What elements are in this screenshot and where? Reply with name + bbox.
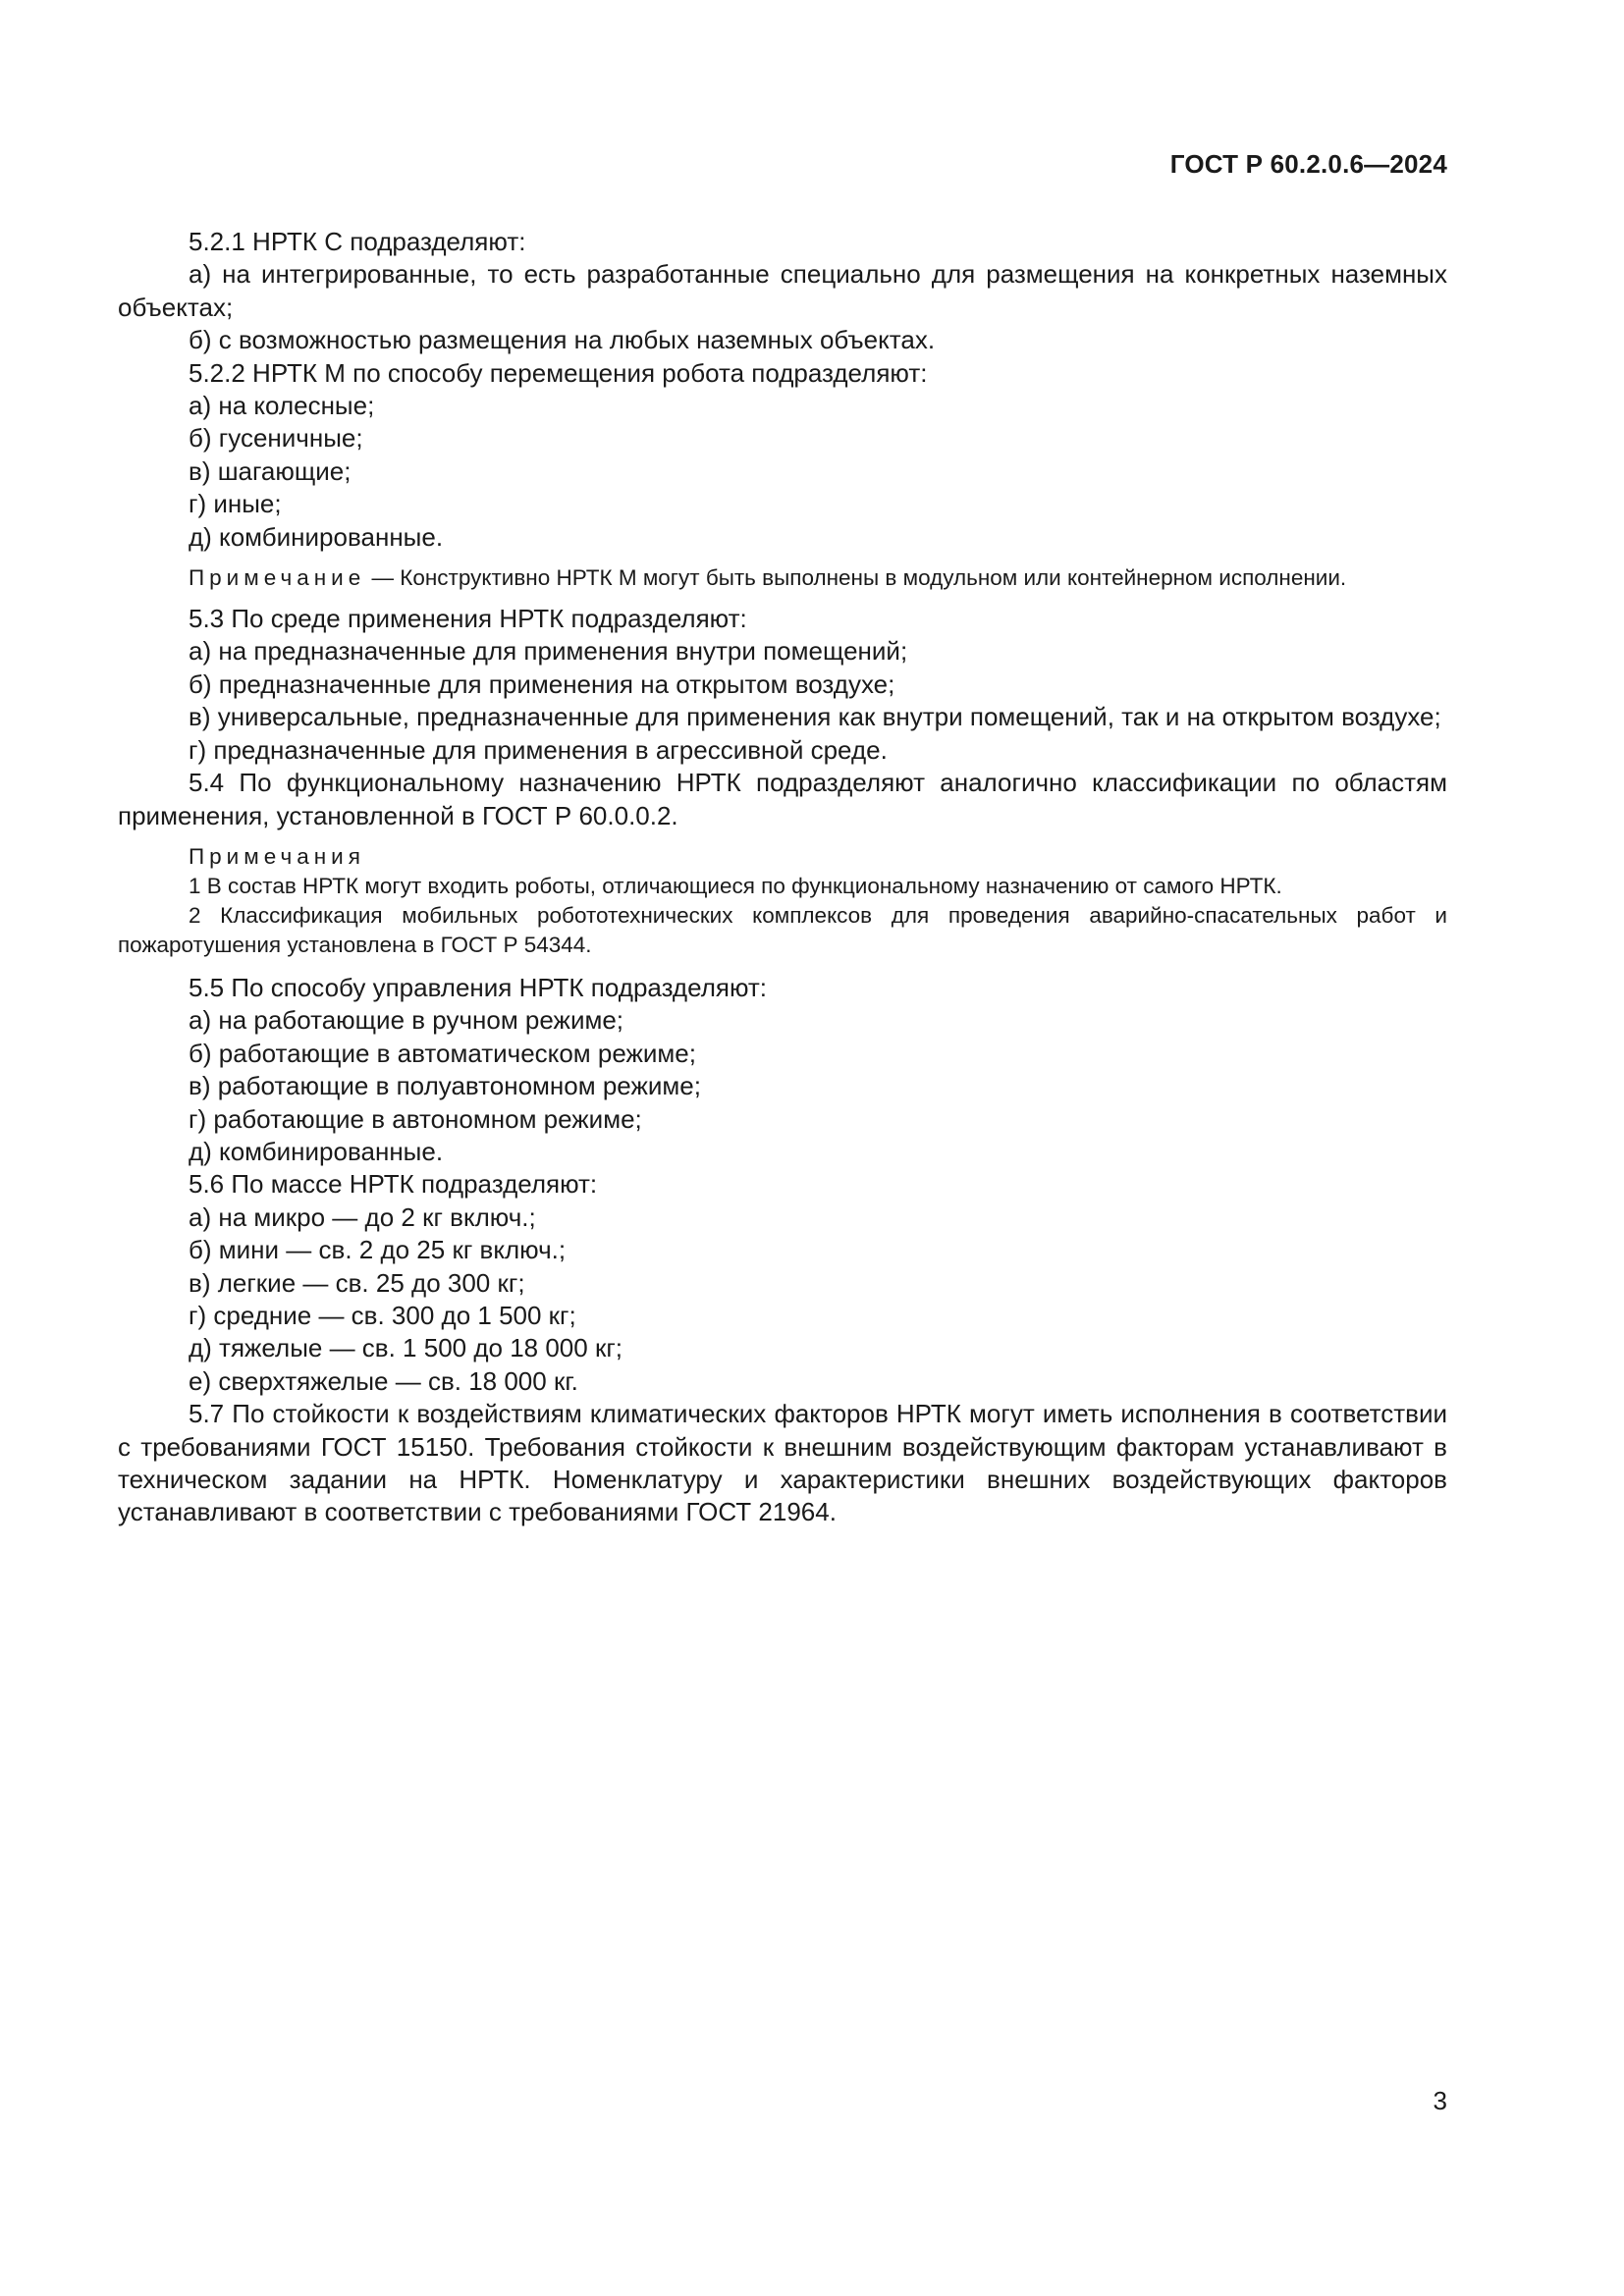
clause-5-6-item-a: а) на микро — до 2 кг включ.;: [189, 1201, 536, 1232]
clause-5-3-item-a: а) на предназначенные для применения внутри помещений;: [189, 636, 908, 667]
clause-5-3-item-b: б) предназначенные для применения на открытом воздухе;: [189, 668, 895, 699]
note-5-2-2: [118, 563, 1447, 593]
clause-5-6-item-f: е) сверхтяжелые — св. 18 000 кг.: [189, 1365, 578, 1396]
clause-5-2-2-title: 5.2.2 НРТК М по способу перемещения робота подразделяют:: [189, 357, 928, 388]
clause-5-5-item-a: а) на работающие в ручном режиме;: [189, 1005, 624, 1036]
document-header-id: ГОСТ Р 60.2.0.6—2024: [1169, 149, 1447, 179]
clause-5-2-2-item-e: д) комбинированные.: [189, 521, 444, 552]
clause-5-2-1-item-a: а) на интегрированные, то есть разработанные специально для размещения на конкретных наземных объектах;: [118, 259, 1447, 322]
note-text: — Конструктивно НРТК М могут быть выполнены в модульном или контейнерном исполнении.: [371, 565, 1347, 591]
clause-5-6-item-b: б) мини — св. 2 до 25 кг включ.;: [189, 1235, 567, 1265]
notes-title: Примечания: [189, 843, 365, 869]
page-number: 3: [1433, 2086, 1447, 2115]
clause-5-2-1-item-b: б) с возможностью размещения на любых наземных объектах.: [189, 325, 936, 355]
notes-item-1: 1 В состав НРТК могут входить роботы, отличающиеся по функциональному назначению от самого НРТК.: [189, 873, 1282, 898]
clause-5-4-text: 5.4 По функциональному назначению НРТК подразделяют аналогично классификации по областям применения, установленной в ГОСТ Р 60.0.0.2.: [118, 768, 1447, 830]
clause-5-6-title: 5.6 По массе НРТК подразделяют:: [189, 1169, 598, 1200]
clause-5-5-item-b: б) работающие в автоматическом режиме;: [189, 1038, 696, 1068]
clause-5-2-2-item-b: б) гусеничные;: [189, 423, 363, 454]
clause-5-5-title: 5.5 По способу управления НРТК подразделяют:: [189, 972, 767, 1002]
clause-5-3-item-c: в) универсальные, предназначенные для применения как внутри помещений, так и на открытом воздухе;: [189, 702, 1441, 732]
clause-5-3-item-d: г) предназначенные для применения в агрессивной среде.: [189, 734, 888, 765]
clause-5-2-2-item-c: в) шагающие;: [189, 455, 352, 486]
document-body: [118, 226, 1447, 1529]
clause-5-5-item-d: г) работающие в автономном режиме;: [189, 1103, 642, 1134]
clause-5-2-2-item-d: г) иные;: [189, 489, 282, 519]
clause-5-6-item-d: г) средние — св. 300 до 1 500 кг;: [189, 1300, 576, 1330]
clause-5-2-2-item-a: а) на колесные;: [189, 391, 375, 421]
note-label: Примечание: [189, 565, 366, 591]
clause-5-5-item-e: д) комбинированные.: [189, 1136, 444, 1166]
clause-5-6-item-e: д) тяжелые — св. 1 500 до 18 000 кг;: [189, 1333, 623, 1363]
notes-item-2: 2 Классификация мобильных робототехнических комплексов для проведения аварийно-спасательных работ и пожаротушения установлена в ГОСТ Р 54344.: [118, 902, 1447, 957]
clause-5-6-item-c: в) легкие — св. 25 до 300 кг;: [189, 1267, 525, 1298]
clause-5-5-item-c: в) работающие в полуавтономном режиме;: [189, 1071, 701, 1101]
clause-5-2-1-title: 5.2.1 НРТК С подразделяют:: [189, 227, 526, 256]
clause-5-3-title: 5.3 По среде применения НРТК подразделяют:: [189, 604, 747, 634]
clause-5-7-text: 5.7 По стойкости к воздействиям климатических факторов НРТК могут иметь исполнения в соответствии с требованиями ГОСТ 15150. Требования стойкости к внешним воздействующим факторам устанавливают в техническом задании на НРТК. Номенклатуру и характеристики внешних воздействующих факторов устанавливают в соответствии с требованиями ГОСТ 21964.: [118, 1399, 1447, 1527]
